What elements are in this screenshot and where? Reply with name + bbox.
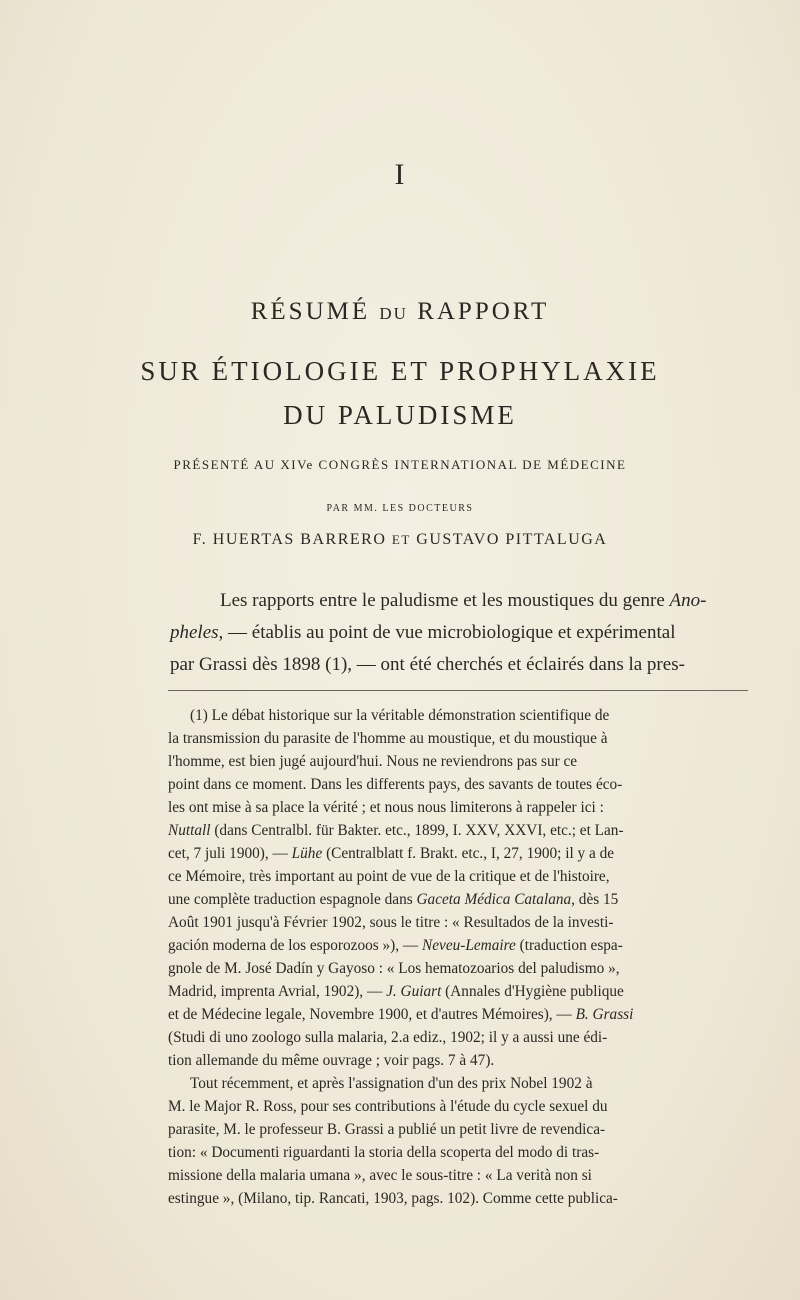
footnote-line: une complète traduction espagnole dans Gaceta Médica Catalana, dès 15 [168, 891, 619, 908]
footnote-line: point dans ce moment. Dans les differents pays, des savants de toutes éco- [168, 776, 623, 793]
footnote-line: Août 1901 jusqu'à Février 1902, sous le titre : « Resultados de la investi- [168, 914, 614, 931]
footnote-line: Nuttall (dans Centralbl. für Bakter. etc., 1899, I. XXV, XXVI, etc.; et Lan- [168, 822, 624, 839]
body-line: Les rapports entre le paludisme et les moustiques du genre Ano- [220, 590, 707, 611]
authors-line [0, 531, 800, 549]
title-line-3: DU PALUDISME [283, 400, 517, 430]
presented-line: PRÉSENTÉ AU XIVe CONGRÈS INTERNATIONAL DE MÉDECINE [173, 457, 627, 472]
footnote-line: l'homme, est bien jugé aujourd'hui. Nous ne reviendrons pas sur ce [168, 753, 578, 770]
footnote [168, 704, 750, 1210]
title-line-1 [0, 298, 800, 326]
footnote-line: Madrid, imprenta Avrial, 1902), — J. Guiart (Annales d'Hygiène publique [168, 983, 624, 1000]
chapter-numeral: I [394, 158, 406, 191]
footnote-line: et de Médecine legale, Novembre 1900, et d'autres Mémoires), — B. Grassi [168, 1006, 634, 1023]
body-paragraph [170, 585, 748, 681]
footnote-line: parasite, M. le professeur B. Grassi a publié un petit livre de revendica- [168, 1121, 606, 1138]
body-line: pheles, — établis au point de vue microbiologique et expérimental [170, 622, 676, 643]
author-et: ET [391, 532, 411, 547]
footnote-line: gnole de M. José Dadín y Gayoso : « Los hematozoarios del paludismo », [168, 960, 620, 977]
footnote-line: gación moderna de los esporozoos »), — Neveu-Lemaire (traduction espa- [168, 937, 623, 954]
footnote-line: (Studi di uno zoologo sulla malaria, 2.a ediz., 1902; il y a aussi une édi- [168, 1029, 608, 1046]
footnote-line: (1) Le débat historique sur la véritable démonstration scientifique de [190, 707, 610, 724]
footnote-line: tion allemande du même ouvrage ; voir pags. 7 à 47). [168, 1052, 495, 1069]
footnote-line: tion: « Documenti riguardanti la storia della scoperta del modo di tras- [168, 1144, 600, 1161]
footnote-line: la transmission du parasite de l'homme au moustique, et du moustique à [168, 730, 608, 747]
footnote-line: M. le Major R. Ross, pour ses contributions à l'étude du cycle sexuel du [168, 1098, 608, 1115]
title-rapport: RAPPORT [417, 298, 550, 325]
title-du: DU [379, 304, 408, 323]
author-first: F. HUERTAS BARRERO [192, 531, 387, 548]
footnote-line: missione della malaria umana », avec le sous-titre : « La verità non si [168, 1167, 592, 1184]
author-second: GUSTAVO PITTALUGA [416, 531, 608, 548]
footnote-line: Tout récemment, et après l'assignation d'un des prix Nobel 1902 à [190, 1075, 593, 1092]
footnote-line: cet, 7 juli 1900), — Lühe (Centralblatt f. Brakt. etc., I, 27, 1900; il y a de [168, 845, 615, 862]
footnote-divider [168, 690, 748, 691]
title-resume: RÉSUMÉ [250, 298, 371, 325]
title-line-2: SUR ÉTIOLOGIE ET PROPHYLAXIE [140, 356, 660, 386]
body-line: par Grassi dès 1898 (1), — ont été cherchés et éclairés dans la pres- [170, 654, 685, 675]
par-line: PAR MM. LES DOCTEURS [326, 503, 474, 514]
footnote-line: estingue », (Milano, tip. Rancati, 1903, pags. 102). Comme cette publica- [168, 1190, 618, 1207]
footnote-line: les ont mise à sa place la vérité ; et nous nous limiterons à rappeler ici : [168, 799, 604, 816]
footnote-line: ce Mémoire, très important au point de vue de la critique et de l'histoire, [168, 868, 610, 885]
